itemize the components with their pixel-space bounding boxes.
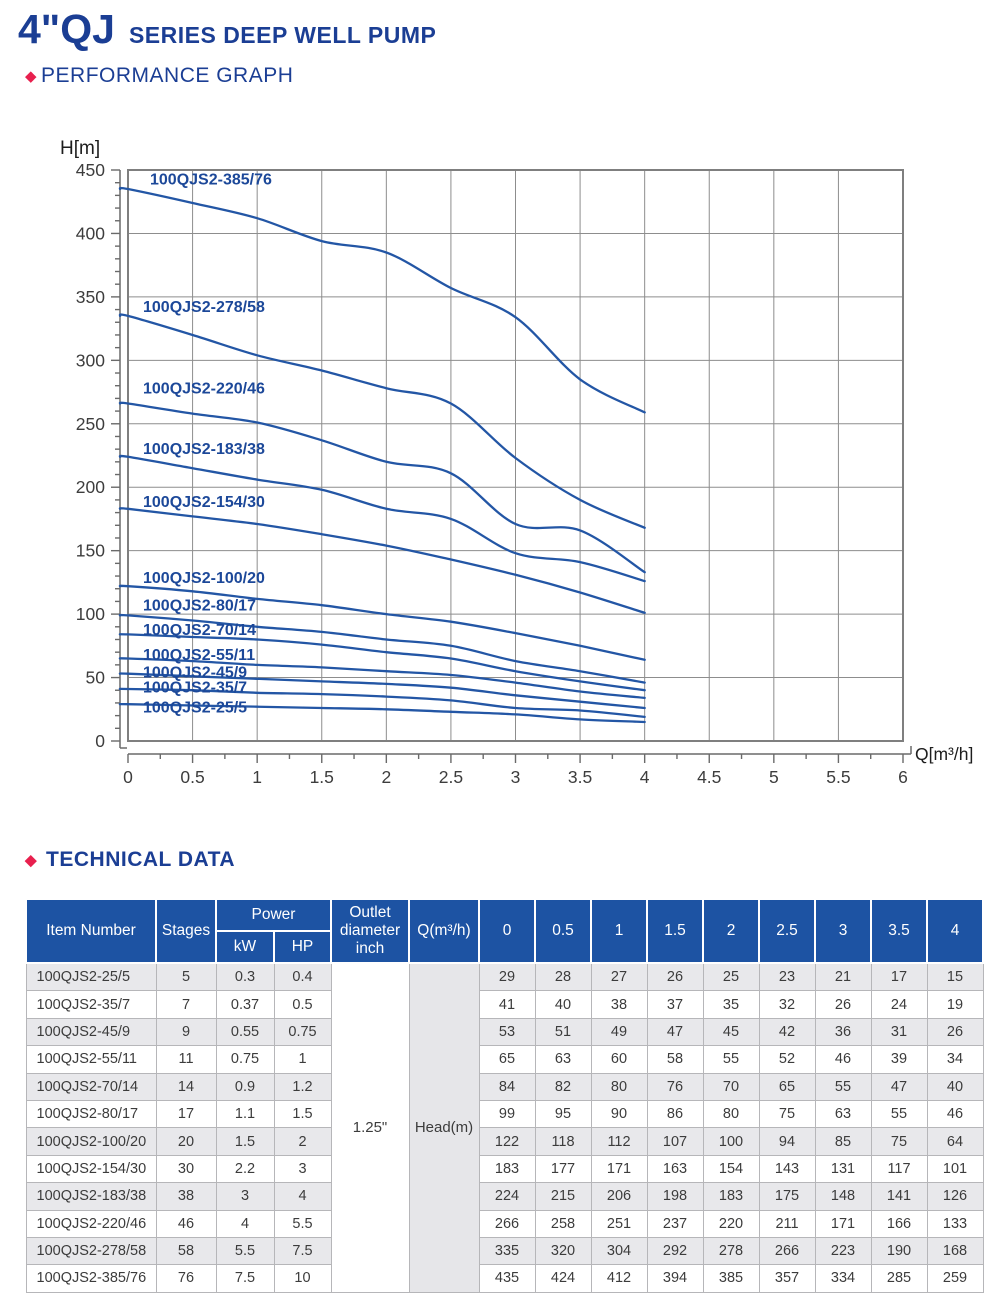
head-value-cell: 278 [703, 1237, 759, 1264]
technical-data-section [25, 898, 982, 1293]
x-tick-label: 2.5 [438, 767, 464, 787]
head-value-cell: 26 [927, 1018, 983, 1045]
outlet-diameter-header: Outlet diameter inch [331, 899, 409, 963]
stages-header: Stages [156, 899, 216, 963]
head-value-cell: 266 [479, 1210, 535, 1237]
technical-data-label: TECHNICAL DATA [46, 848, 236, 871]
page-title: 4"QJ [18, 6, 115, 52]
outlet-diameter-value: 1.25" [331, 963, 409, 1292]
head-value-cell: 75 [759, 1100, 815, 1127]
diamond-icon: ◆ [25, 851, 38, 869]
head-value-cell: 58 [647, 1046, 703, 1073]
head-value-cell: 32 [759, 991, 815, 1018]
curve-label: 100QJS2-220/46 [143, 380, 265, 398]
y-tick-label: 100 [75, 604, 105, 625]
y-tick-label: 150 [75, 540, 105, 561]
table-row [26, 991, 983, 1018]
technical-table [25, 898, 984, 1293]
head-value-cell: 266 [759, 1237, 815, 1264]
head-value-cell: 357 [759, 1265, 815, 1292]
head-value-cell: 52 [759, 1046, 815, 1073]
head-value-cell: 177 [535, 1155, 591, 1182]
head-value-cell: 65 [759, 1073, 815, 1100]
x-tick-label: 0 [123, 767, 133, 787]
head-value-cell: 80 [703, 1100, 759, 1127]
head-value-cell: 385 [703, 1265, 759, 1292]
head-value-cell: 15 [927, 963, 983, 991]
performance-graph-heading [25, 64, 293, 88]
item-number-cell: 100QJS2-183/38 [26, 1183, 156, 1210]
technical-data-heading [25, 848, 235, 872]
head-value-cell: 45 [703, 1018, 759, 1045]
head-value-cell: 183 [703, 1183, 759, 1210]
head-value-cell: 31 [871, 1018, 927, 1045]
page-subtitle: SERIES DEEP WELL PUMP [128, 22, 437, 48]
diamond-icon: ◆ [25, 67, 38, 85]
q-column-header: 1.5 [647, 899, 703, 963]
stages-cell: 14 [156, 1073, 216, 1100]
stages-cell: 46 [156, 1210, 216, 1237]
head-value-cell: 143 [759, 1155, 815, 1182]
head-value-cell: 118 [535, 1128, 591, 1155]
stages-cell: 17 [156, 1100, 216, 1127]
y-tick-label: 300 [75, 350, 105, 371]
head-value-cell: 435 [479, 1265, 535, 1292]
hp-cell: 1.5 [274, 1100, 331, 1127]
head-value-cell: 19 [927, 991, 983, 1018]
head-value-cell: 84 [479, 1073, 535, 1100]
table-row [26, 1128, 983, 1155]
masthead [18, 6, 436, 53]
head-value-cell: 122 [479, 1128, 535, 1155]
head-value-cell: 26 [815, 991, 871, 1018]
hp-cell: 3 [274, 1155, 331, 1182]
head-value-cell: 51 [535, 1018, 591, 1045]
head-value-cell: 117 [871, 1155, 927, 1182]
x-tick-label: 4.5 [697, 767, 722, 787]
curve-label: 100QJS2-278/58 [143, 298, 265, 316]
head-value-cell: 206 [591, 1183, 647, 1210]
table-row [26, 1210, 983, 1237]
head-value-cell: 220 [703, 1210, 759, 1237]
curve-label: 100QJS2-45/9 [143, 664, 248, 682]
head-value-cell: 55 [871, 1100, 927, 1127]
head-value-cell: 35 [703, 991, 759, 1018]
head-value-cell: 304 [591, 1237, 647, 1264]
head-value-cell: 183 [479, 1155, 535, 1182]
head-value-cell: 424 [535, 1265, 591, 1292]
item-number-cell: 100QJS2-220/46 [26, 1210, 156, 1237]
hp-cell: 2 [274, 1128, 331, 1155]
kw-cell: 0.55 [216, 1018, 274, 1045]
performance-graph-label: PERFORMANCE GRAPH [41, 64, 294, 87]
head-value-cell: 133 [927, 1210, 983, 1237]
q-column-header: 0 [479, 899, 535, 963]
head-value-cell: 53 [479, 1018, 535, 1045]
head-value-cell: 42 [759, 1018, 815, 1045]
curve-label: 100QJS2-35/7 [143, 679, 248, 697]
performance-chart [0, 130, 1006, 820]
item-number-cell: 100QJS2-154/30 [26, 1155, 156, 1182]
head-value-cell: 41 [479, 991, 535, 1018]
head-value-cell: 100 [703, 1128, 759, 1155]
head-value-cell: 34 [927, 1046, 983, 1073]
hp-cell: 7.5 [274, 1237, 331, 1264]
x-axis-title: Q[m³/h] [915, 744, 974, 764]
table-row [26, 1183, 983, 1210]
head-value-cell: 154 [703, 1155, 759, 1182]
kw-cell: 0.3 [216, 963, 274, 991]
hp-cell: 0.4 [274, 963, 331, 991]
hp-header: HP [274, 931, 331, 963]
head-value-cell: 47 [647, 1018, 703, 1045]
head-value-cell: 27 [591, 963, 647, 991]
item-number-cell: 100QJS2-45/9 [26, 1018, 156, 1045]
kw-cell: 0.37 [216, 991, 274, 1018]
x-tick-label: 3.5 [567, 767, 593, 787]
stages-cell: 5 [156, 963, 216, 991]
hp-cell: 5.5 [274, 1210, 331, 1237]
table-row [26, 1100, 983, 1127]
q-column-header: 1 [591, 899, 647, 963]
head-value-cell: 17 [871, 963, 927, 991]
y-tick-label: 400 [75, 223, 105, 244]
kw-cell: 7.5 [216, 1265, 274, 1292]
head-value-cell: 215 [535, 1183, 591, 1210]
kw-cell: 4 [216, 1210, 274, 1237]
hp-cell: 4 [274, 1183, 331, 1210]
item-number-cell: 100QJS2-385/76 [26, 1265, 156, 1292]
x-tick-label: 5.5 [826, 767, 851, 787]
head-value-cell: 211 [759, 1210, 815, 1237]
hp-cell: 10 [274, 1265, 331, 1292]
head-value-cell: 141 [871, 1183, 927, 1210]
head-value-cell: 101 [927, 1155, 983, 1182]
y-tick-label: 200 [75, 477, 105, 498]
item-number-cell: 100QJS2-70/14 [26, 1073, 156, 1100]
x-tick-label: 6 [898, 767, 908, 787]
stages-cell: 11 [156, 1046, 216, 1073]
head-value-cell: 28 [535, 963, 591, 991]
head-value-cell: 40 [535, 991, 591, 1018]
y-tick-label: 250 [75, 413, 105, 434]
q-flow-header: Q(m³/h) [409, 899, 479, 963]
kw-cell: 1.1 [216, 1100, 274, 1127]
head-value-cell: 38 [591, 991, 647, 1018]
head-value-cell: 259 [927, 1265, 983, 1292]
head-value-cell: 126 [927, 1183, 983, 1210]
curve-label: 100QJS2-80/17 [143, 597, 256, 615]
head-value-cell: 198 [647, 1183, 703, 1210]
curve-label: 100QJS2-25/5 [143, 699, 248, 717]
head-value-cell: 21 [815, 963, 871, 991]
table-row [26, 1018, 983, 1045]
head-value-cell: 76 [647, 1073, 703, 1100]
head-value-cell: 163 [647, 1155, 703, 1182]
x-tick-label: 0.5 [180, 767, 205, 787]
head-value-cell: 85 [815, 1128, 871, 1155]
table-row [26, 963, 983, 991]
item-number-cell: 100QJS2-35/7 [26, 991, 156, 1018]
head-value-cell: 29 [479, 963, 535, 991]
q-column-header: 0.5 [535, 899, 591, 963]
head-value-cell: 112 [591, 1128, 647, 1155]
head-value-cell: 292 [647, 1237, 703, 1264]
curve-label: 100QJS2-100/20 [143, 569, 265, 587]
head-value-cell: 65 [479, 1046, 535, 1073]
kw-cell: 0.75 [216, 1046, 274, 1073]
head-value-cell: 86 [647, 1100, 703, 1127]
curve-label: 100QJS2-154/30 [143, 494, 265, 512]
curve-label: 100QJS2-70/14 [143, 621, 256, 639]
stages-cell: 20 [156, 1128, 216, 1155]
x-tick-label: 4 [639, 767, 650, 787]
power-header: Power [216, 899, 331, 931]
y-tick-label: 0 [95, 731, 105, 751]
q-column-header: 2.5 [759, 899, 815, 963]
curve-label: 100QJS2-183/38 [143, 441, 265, 459]
table-row [26, 1237, 983, 1264]
kw-cell: 0.9 [216, 1073, 274, 1100]
item-number-cell: 100QJS2-25/5 [26, 963, 156, 991]
head-value-cell: 36 [815, 1018, 871, 1045]
y-tick-label: 350 [75, 286, 105, 307]
q-column-header: 3 [815, 899, 871, 963]
x-tick-label: 1 [252, 767, 263, 787]
head-value-cell: 148 [815, 1183, 871, 1210]
q-column-header: 4 [927, 899, 983, 963]
table-row [26, 1073, 983, 1100]
kw-header: kW [216, 931, 274, 963]
head-value-cell: 24 [871, 991, 927, 1018]
stages-cell: 7 [156, 991, 216, 1018]
q-column-header: 3.5 [871, 899, 927, 963]
curve-label: 100QJS2-385/76 [150, 171, 272, 189]
stages-cell: 38 [156, 1183, 216, 1210]
head-value-cell: 40 [927, 1073, 983, 1100]
pump-curves-svg [0, 130, 1006, 820]
stages-cell: 58 [156, 1237, 216, 1264]
head-m-label: Head(m) [409, 963, 479, 1292]
head-value-cell: 166 [871, 1210, 927, 1237]
head-value-cell: 49 [591, 1018, 647, 1045]
head-value-cell: 95 [535, 1100, 591, 1127]
head-value-cell: 26 [647, 963, 703, 991]
head-value-cell: 63 [535, 1046, 591, 1073]
head-value-cell: 107 [647, 1128, 703, 1155]
x-tick-label: 2 [381, 767, 392, 787]
head-value-cell: 94 [759, 1128, 815, 1155]
head-value-cell: 39 [871, 1046, 927, 1073]
item-number-cell: 100QJS2-278/58 [26, 1237, 156, 1264]
hp-cell: 1.2 [274, 1073, 331, 1100]
stages-cell: 76 [156, 1265, 216, 1292]
y-tick-label: 50 [85, 667, 105, 688]
head-value-cell: 60 [591, 1046, 647, 1073]
item-number-cell: 100QJS2-55/11 [26, 1046, 156, 1073]
kw-cell: 2.2 [216, 1155, 274, 1182]
x-tick-label: 1.5 [309, 767, 334, 787]
head-value-cell: 412 [591, 1265, 647, 1292]
pump-curve [120, 456, 645, 581]
head-value-cell: 175 [759, 1183, 815, 1210]
head-value-cell: 285 [871, 1265, 927, 1292]
stages-cell: 30 [156, 1155, 216, 1182]
head-value-cell: 131 [815, 1155, 871, 1182]
head-value-cell: 64 [927, 1128, 983, 1155]
head-value-cell: 46 [815, 1046, 871, 1073]
stages-cell: 9 [156, 1018, 216, 1045]
head-value-cell: 63 [815, 1100, 871, 1127]
head-value-cell: 37 [647, 991, 703, 1018]
head-value-cell: 47 [871, 1073, 927, 1100]
head-value-cell: 55 [703, 1046, 759, 1073]
head-value-cell: 75 [871, 1128, 927, 1155]
head-value-cell: 55 [815, 1073, 871, 1100]
head-value-cell: 223 [815, 1237, 871, 1264]
head-value-cell: 80 [591, 1073, 647, 1100]
head-value-cell: 171 [815, 1210, 871, 1237]
head-value-cell: 168 [927, 1237, 983, 1264]
y-tick-label: 450 [75, 160, 105, 180]
hp-cell: 1 [274, 1046, 331, 1073]
head-value-cell: 90 [591, 1100, 647, 1127]
table-row [26, 1265, 983, 1292]
curve-label: 100QJS2-55/11 [143, 647, 256, 665]
table-row [26, 1046, 983, 1073]
kw-cell: 3 [216, 1183, 274, 1210]
head-value-cell: 82 [535, 1073, 591, 1100]
head-value-cell: 320 [535, 1237, 591, 1264]
head-value-cell: 171 [591, 1155, 647, 1182]
head-value-cell: 70 [703, 1073, 759, 1100]
head-value-cell: 251 [591, 1210, 647, 1237]
head-value-cell: 23 [759, 963, 815, 991]
head-value-cell: 46 [927, 1100, 983, 1127]
y-axis-title: H[m] [60, 138, 101, 159]
kw-cell: 1.5 [216, 1128, 274, 1155]
table-row [26, 1155, 983, 1182]
hp-cell: 0.5 [274, 991, 331, 1018]
hp-cell: 0.75 [274, 1018, 331, 1045]
kw-cell: 5.5 [216, 1237, 274, 1264]
item-number-header: Item Number [26, 899, 156, 963]
q-column-header: 2 [703, 899, 759, 963]
head-value-cell: 190 [871, 1237, 927, 1264]
x-tick-label: 3 [510, 767, 521, 787]
item-number-cell: 100QJS2-100/20 [26, 1128, 156, 1155]
head-value-cell: 224 [479, 1183, 535, 1210]
item-number-cell: 100QJS2-80/17 [26, 1100, 156, 1127]
x-tick-label: 5 [768, 767, 779, 787]
head-value-cell: 25 [703, 963, 759, 991]
head-value-cell: 258 [535, 1210, 591, 1237]
head-value-cell: 334 [815, 1265, 871, 1292]
head-value-cell: 99 [479, 1100, 535, 1127]
head-value-cell: 394 [647, 1265, 703, 1292]
head-value-cell: 335 [479, 1237, 535, 1264]
head-value-cell: 237 [647, 1210, 703, 1237]
